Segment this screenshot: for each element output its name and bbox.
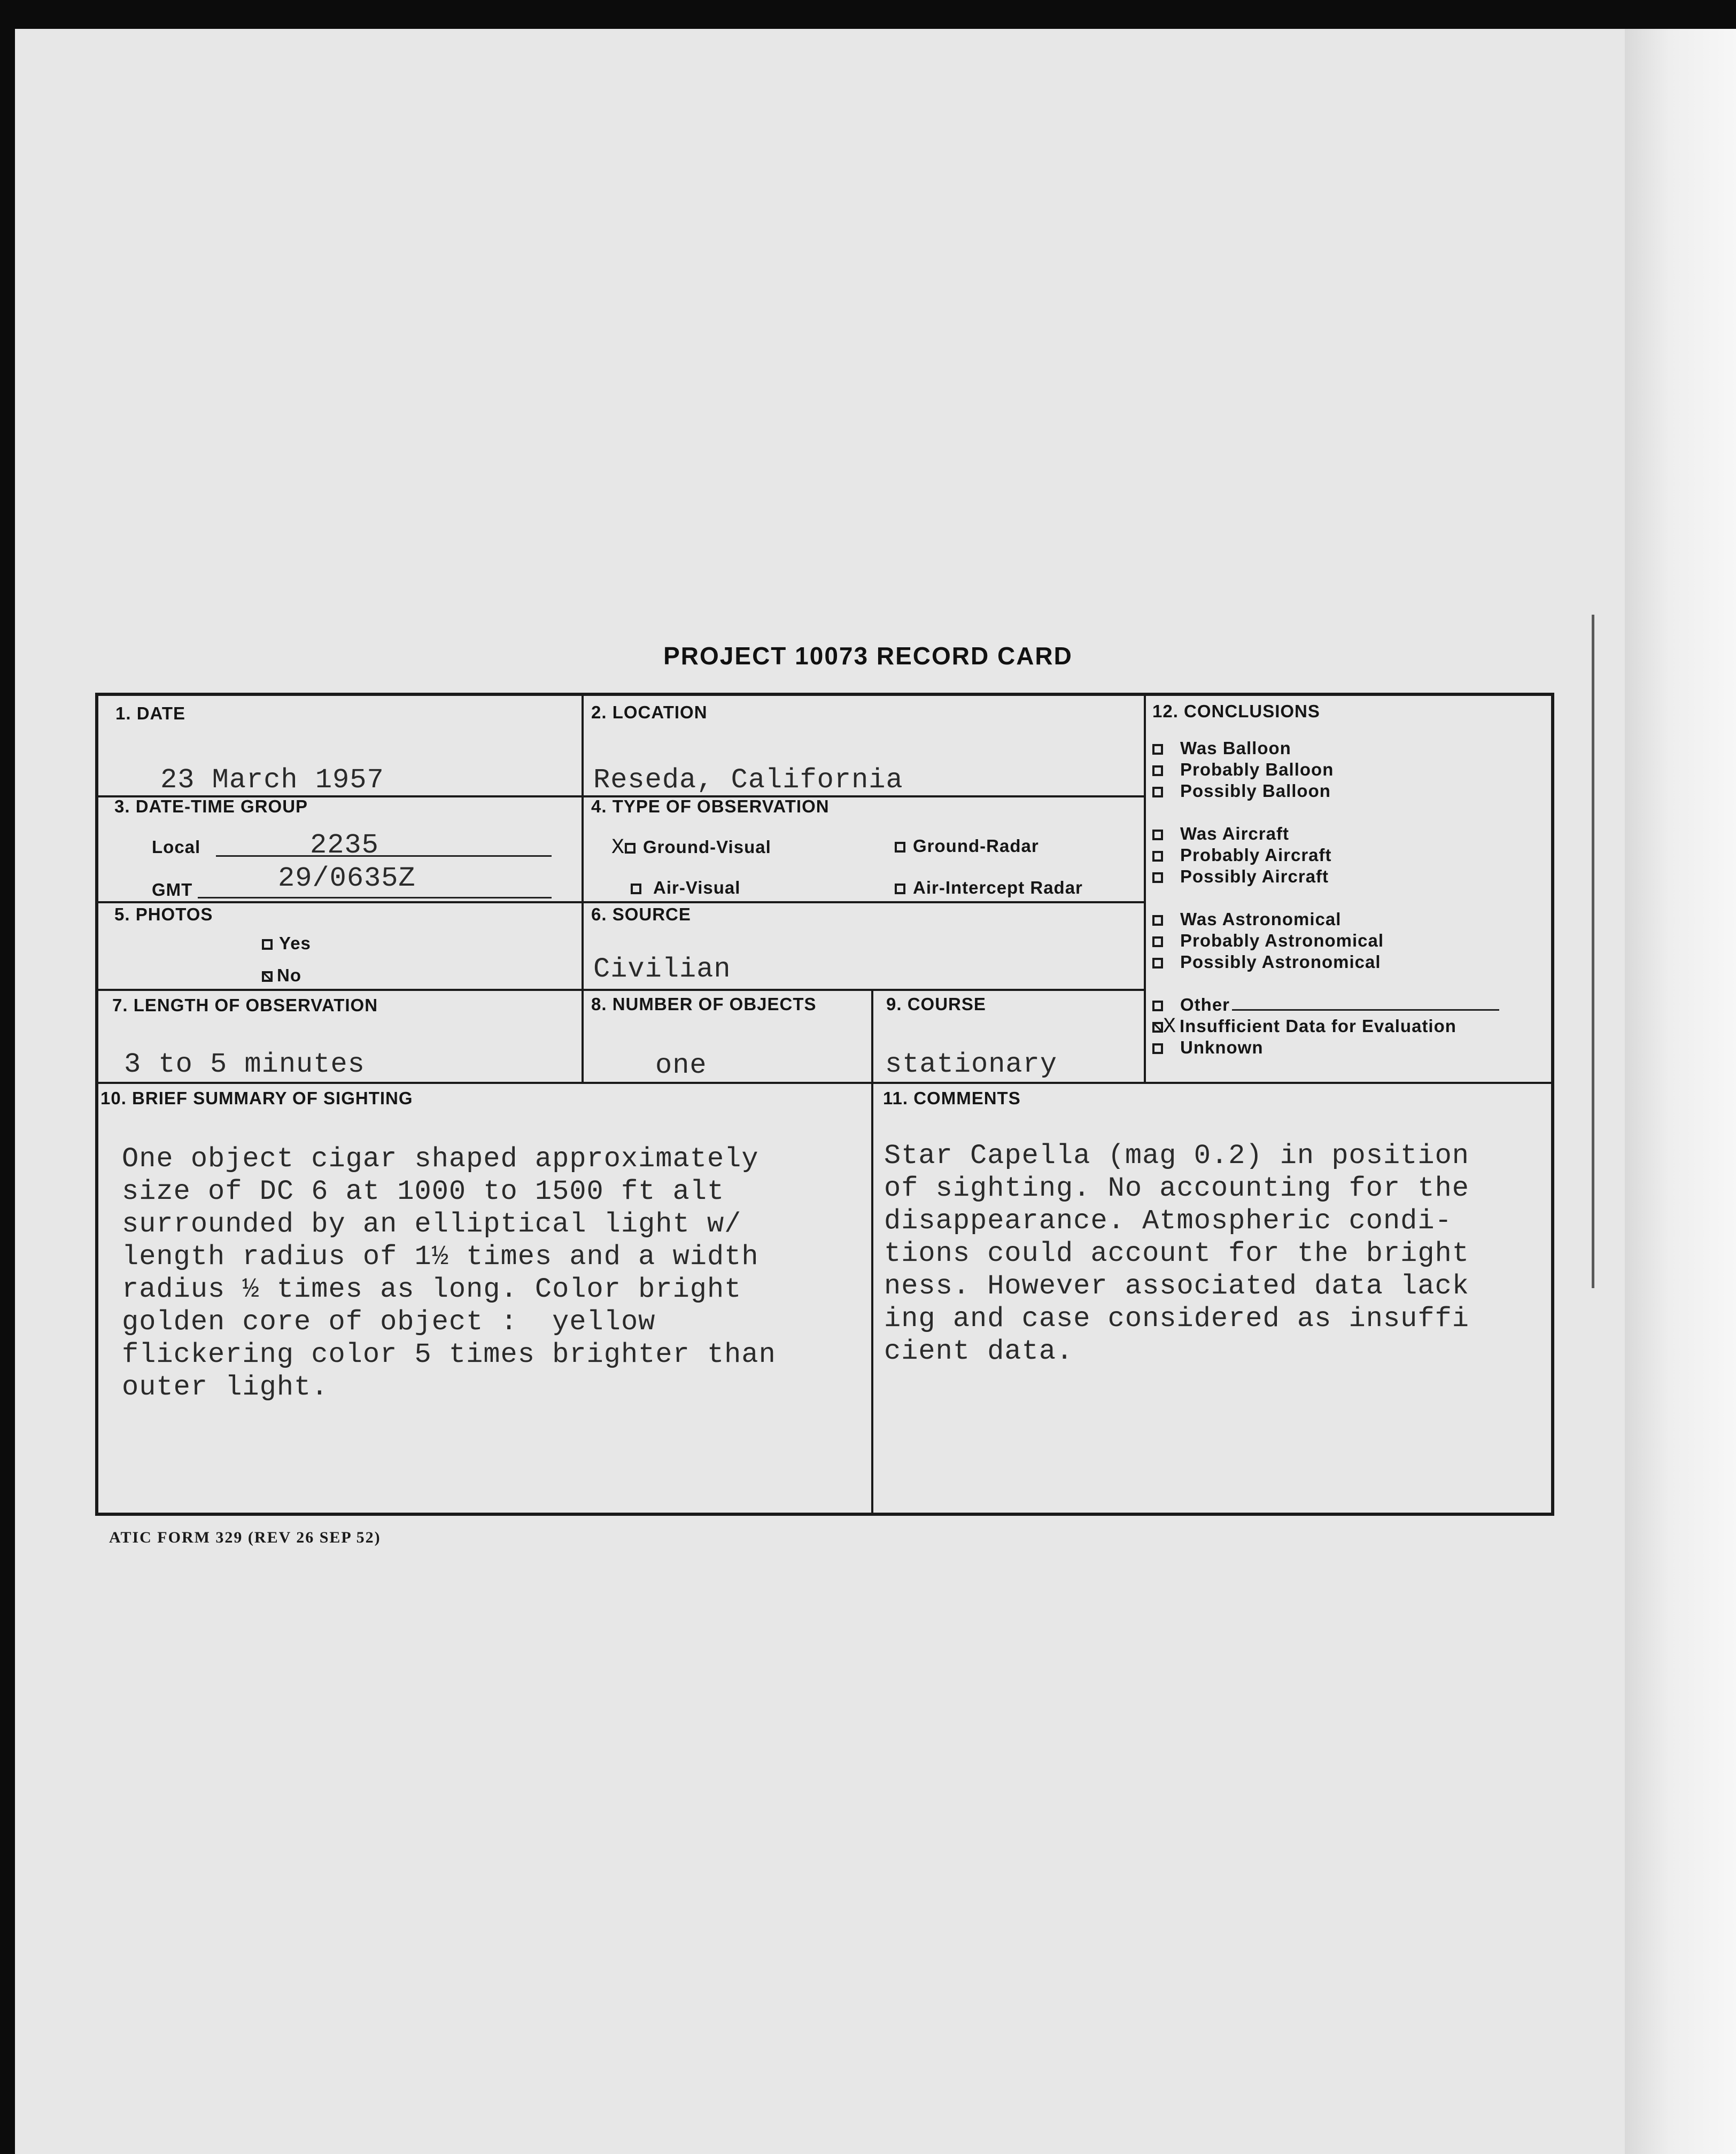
- other-underline: [1232, 995, 1499, 1011]
- conclusion-checkbox: [1152, 1043, 1163, 1054]
- summary-text: [122, 1143, 776, 1404]
- photos-yes-checkbox: [262, 939, 273, 950]
- conclusion-checkbox: [1152, 744, 1163, 755]
- location-label: 2. LOCATION: [591, 702, 708, 722]
- ground-radar-checkbox: [895, 842, 905, 853]
- ground-visual-label: Ground-Visual: [643, 837, 771, 857]
- conclusion-checkbox-checked: [1152, 1022, 1163, 1033]
- conclusion-checkbox: [1152, 830, 1163, 840]
- photos-yes-label: Yes: [279, 933, 311, 953]
- gmt-label: GMT: [152, 880, 193, 900]
- row-divider-3: [97, 989, 1145, 991]
- conclusion-checkbox: [1152, 787, 1163, 797]
- comments-line: tions could account for the bright: [884, 1238, 1469, 1269]
- ground-radar-option: [895, 836, 1039, 856]
- source-label: 6. SOURCE: [591, 904, 691, 924]
- summary-line: golden core of object : yellow: [122, 1306, 656, 1338]
- conclusion-possibly-aircraft: Possibly Aircraft: [1152, 866, 1499, 887]
- conclusion-checkbox: [1152, 936, 1163, 947]
- summary-line: surrounded by an elliptical light w/: [122, 1208, 742, 1240]
- conclusion-insufficient-data: X Insufficient Data for Evaluation: [1152, 1016, 1499, 1037]
- date-label: 1. DATE: [115, 703, 186, 723]
- comments-line: cient data.: [884, 1336, 1074, 1367]
- conclusion-probably-balloon: Probably Balloon: [1152, 759, 1499, 780]
- conclusion-probably-aircraft: Probably Aircraft: [1152, 844, 1499, 866]
- summary-line: One object cigar shaped approximately: [122, 1143, 759, 1175]
- air-visual-label: Air-Visual: [653, 878, 741, 897]
- row-divider-4: [97, 1082, 1552, 1084]
- form-number: ATIC FORM 329 (REV 26 SEP 52): [109, 1529, 381, 1546]
- summary-line: size of DC 6 at 1000 to 1500 ft alt: [122, 1176, 725, 1207]
- col-divider-2: [1144, 695, 1146, 1083]
- local-label: Local: [152, 837, 201, 857]
- air-visual-checkbox: [631, 884, 641, 894]
- conclusion-was-astronomical: Was Astronomical: [1152, 909, 1499, 930]
- photos-no-option: [262, 965, 301, 986]
- comments-line: disappearance. Atmospheric condi-: [884, 1205, 1452, 1237]
- ground-visual-mark: X: [611, 836, 625, 860]
- col-divider-1: [582, 695, 584, 1083]
- ground-radar-label: Ground-Radar: [913, 836, 1039, 856]
- conclusion-checkbox: [1152, 915, 1163, 926]
- comments-line: of sighting. No accounting for the: [884, 1173, 1469, 1204]
- photos-label: 5. PHOTOS: [114, 904, 213, 924]
- air-intercept-radar-checkbox: [895, 884, 905, 894]
- col-divider-3: [871, 990, 873, 1514]
- local-underline: [216, 855, 552, 857]
- date-value: 23 March 1957: [160, 764, 384, 796]
- conclusion-checkbox: [1152, 872, 1163, 883]
- number-of-objects-value: one: [655, 1050, 707, 1081]
- conclusion-possibly-astronomical: Possibly Astronomical: [1152, 951, 1499, 973]
- type-of-observation-label: 4. TYPE OF OBSERVATION: [591, 796, 830, 816]
- conclusion-check-mark: X: [1163, 1015, 1177, 1039]
- comments-line: ing and case considered as insuffi: [884, 1303, 1469, 1335]
- comments-text: [884, 1140, 1469, 1368]
- summary-line: length radius of 1½ times and a width: [122, 1241, 759, 1273]
- conclusion-was-aircraft: Was Aircraft: [1152, 823, 1499, 844]
- course-value: stationary: [885, 1049, 1058, 1080]
- local-value: 2235: [310, 830, 379, 861]
- course-label: 9. COURSE: [886, 994, 986, 1014]
- conclusion-checkbox: [1152, 765, 1163, 776]
- paper-edge: [1625, 29, 1736, 2154]
- conclusions-list: [1152, 738, 1499, 1058]
- row-divider-2: [97, 901, 1145, 903]
- conclusion-other: Other: [1152, 994, 1499, 1016]
- source-value: Civilian: [593, 954, 731, 985]
- location-value: Reseda, California: [593, 764, 903, 796]
- ground-visual-checkbox: [625, 843, 636, 854]
- conclusion-checkbox: [1152, 958, 1163, 968]
- summary-line: flickering color 5 times brighter than: [122, 1339, 776, 1370]
- margin-rule: [1592, 615, 1594, 1288]
- conclusion-probably-astronomical: Probably Astronomical: [1152, 930, 1499, 951]
- card-title: PROJECT 10073 RECORD CARD: [663, 642, 1073, 670]
- length-of-observation-value: 3 to 5 minutes: [124, 1049, 365, 1080]
- number-of-objects-label: 8. NUMBER OF OBJECTS: [591, 994, 817, 1014]
- comments-line: ness. However associated data lack: [884, 1270, 1469, 1302]
- length-of-observation-label: 7. LENGTH OF OBSERVATION: [112, 995, 378, 1015]
- conclusion-possibly-balloon: Possibly Balloon: [1152, 780, 1499, 802]
- air-visual-option: [631, 878, 740, 898]
- date-time-group-label: 3. DATE-TIME GROUP: [114, 796, 308, 816]
- conclusion-checkbox: [1152, 851, 1163, 862]
- comments-line: Star Capella (mag 0.2) in position: [884, 1140, 1469, 1172]
- conclusion-was-balloon: Was Balloon: [1152, 738, 1499, 759]
- ground-visual-option: [611, 836, 771, 860]
- photos-no-checkbox: [262, 971, 273, 982]
- gmt-value: 29/0635Z: [278, 863, 416, 894]
- conclusions-label: 12. CONCLUSIONS: [1152, 701, 1320, 721]
- gmt-underline: [198, 897, 552, 898]
- photos-no-label: No: [277, 965, 301, 985]
- photos-yes-option: [262, 933, 311, 954]
- air-intercept-radar-option: [895, 878, 1083, 898]
- summary-label: 10. BRIEF SUMMARY OF SIGHTING: [100, 1088, 413, 1108]
- objects-course-divider: [871, 992, 873, 1019]
- air-intercept-radar-label: Air-Intercept Radar: [913, 878, 1083, 897]
- summary-line: radius ½ times as long. Color bright: [122, 1274, 742, 1305]
- comments-label: 11. COMMENTS: [883, 1088, 1021, 1108]
- conclusion-unknown: Unknown: [1152, 1037, 1499, 1058]
- summary-line: outer light.: [122, 1372, 329, 1403]
- conclusion-checkbox: [1152, 1001, 1163, 1011]
